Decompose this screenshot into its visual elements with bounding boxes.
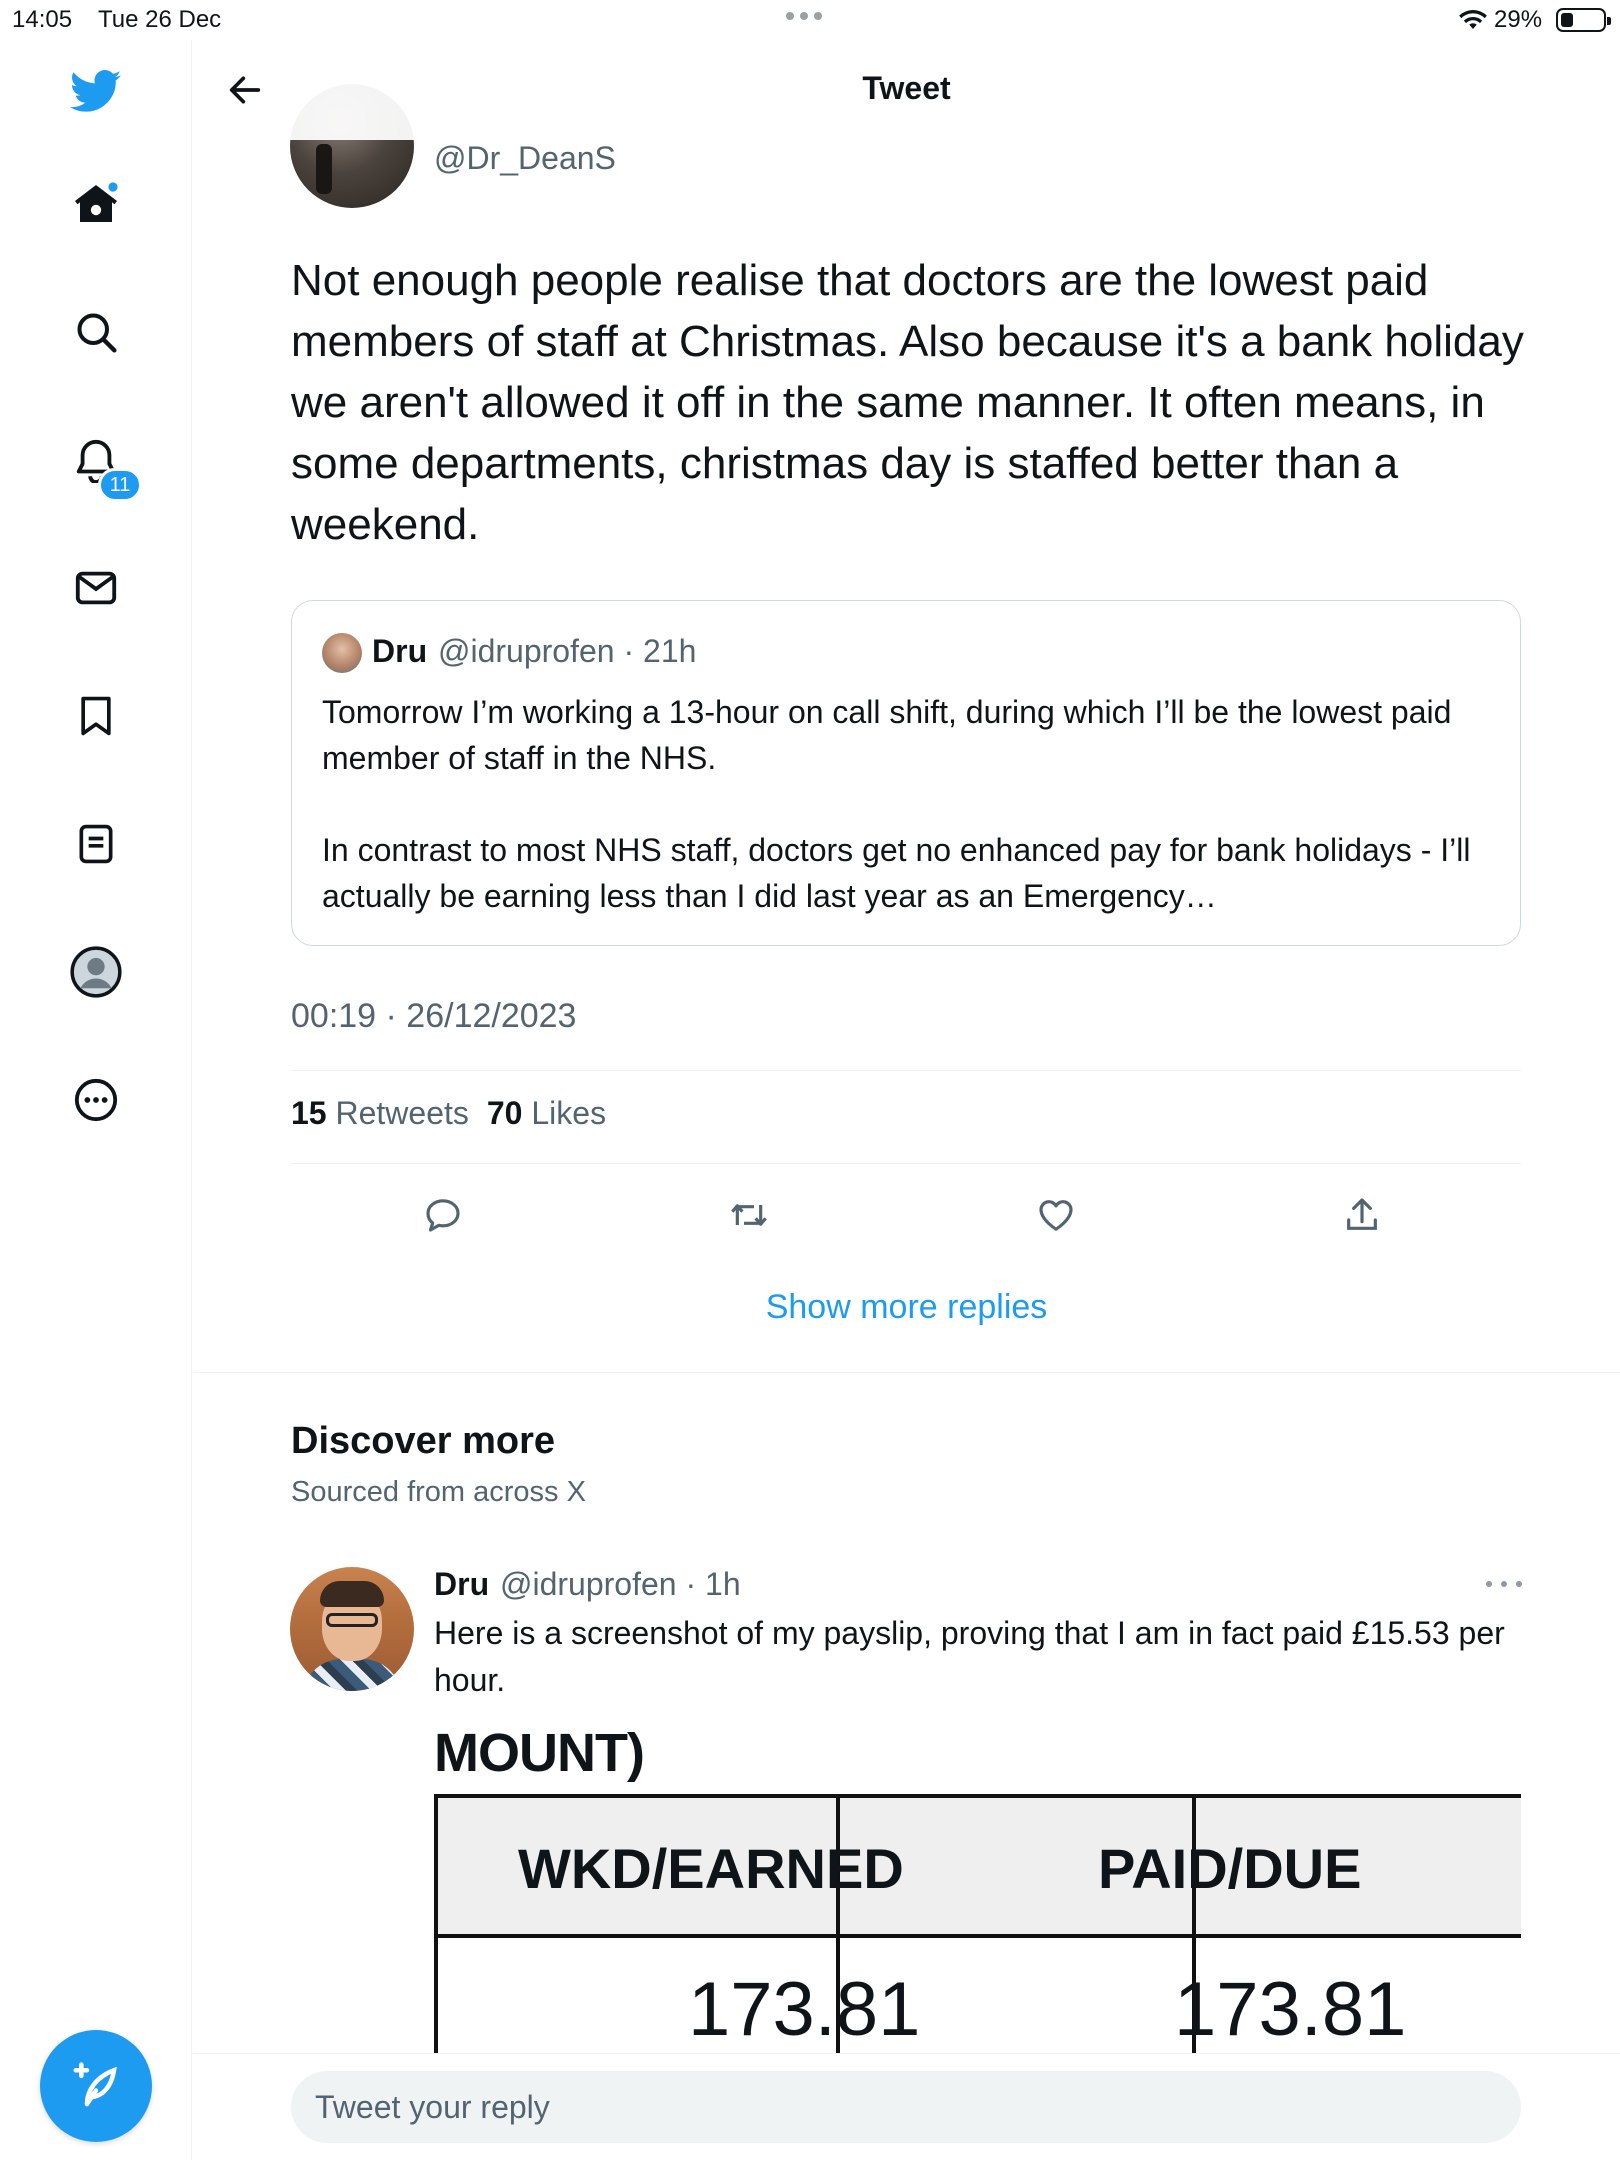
media-heading: MOUNT)	[434, 1723, 644, 1783]
status-date: Tue 26 Dec	[98, 6, 222, 33]
twitter-logo-icon[interactable]	[68, 64, 124, 120]
more-icon[interactable]	[68, 1072, 124, 1128]
post-author-avatar[interactable]	[290, 1567, 414, 1691]
reply-icon	[423, 1195, 463, 1235]
show-more-replies-link[interactable]: Show more replies	[765, 1288, 1048, 1326]
wifi-icon	[1458, 6, 1488, 39]
tweet-timestamp[interactable]: 00:19 · 26/12/2023	[291, 997, 577, 1035]
section-divider	[193, 1372, 1620, 1373]
payslip-table	[434, 1794, 1521, 2054]
share-icon	[1342, 1195, 1382, 1235]
compose-button[interactable]	[40, 2030, 152, 2142]
post-author-meta[interactable]: @idruprofen · 1h	[500, 1566, 741, 1602]
likes-count[interactable]: 70	[486, 1095, 523, 1131]
quoted-author-avatar	[322, 633, 362, 673]
post-author-name[interactable]: Dru	[434, 1566, 490, 1602]
post-text: Here is a screenshot of my payslip, proving that I am in fact paid £15.53 per hour.	[434, 1615, 1505, 1698]
reply-bar	[193, 2053, 1620, 2160]
tweet-text: Not enough people realise that doctors are the lowest paid members of staff at Christmas. Also because it's a bank holiday we aren't allowed it off in the same manner. It often means, in some departments, christmas day is staffed better than a weekend.	[291, 256, 1524, 549]
sidebar	[0, 40, 192, 2160]
top-header	[193, 40, 1620, 140]
search-icon[interactable]	[68, 304, 124, 360]
tweet-actions	[291, 1185, 1521, 1245]
bookmarks-icon[interactable]	[68, 688, 124, 744]
battery-icon	[1556, 8, 1606, 32]
quoted-tweet-text	[322, 689, 1492, 919]
likes-label[interactable]: Likes	[531, 1095, 607, 1131]
reply-button[interactable]	[413, 1185, 473, 1245]
divider	[291, 1070, 1521, 1071]
battery-percentage: 29%	[1494, 6, 1543, 33]
author-handle[interactable]: @Dr_DeanS	[434, 140, 616, 176]
discover-title: Discover more	[291, 1420, 556, 1462]
like-button[interactable]	[1026, 1185, 1086, 1245]
profile-icon[interactable]	[68, 944, 124, 1000]
messages-icon[interactable]	[68, 560, 124, 616]
discover-subtitle: Sourced from across X	[291, 1476, 586, 1508]
share-button[interactable]	[1332, 1185, 1392, 1245]
retweet-icon	[727, 1195, 771, 1235]
quoted-author-meta: @idruprofen · 21h	[438, 633, 697, 669]
tweet-stats	[291, 1095, 606, 1132]
quoted-author-name: Dru	[372, 633, 428, 669]
divider	[291, 1163, 1521, 1164]
status-bar	[0, 0, 1620, 40]
multitask-dots-icon[interactable]	[786, 12, 822, 20]
quoted-paragraph: Tomorrow I’m working a 13-hour on call shift, during which I’ll be the lowest paid member of staff in the NHS.	[322, 694, 1452, 776]
reply-input[interactable]	[291, 2071, 1521, 2143]
status-time: 14:05	[12, 6, 73, 33]
retweets-label[interactable]: Retweets	[335, 1095, 469, 1131]
notifications-badge: 11	[98, 468, 142, 502]
payslip-value: 173.81	[1174, 1967, 1407, 2052]
quoted-tweet[interactable]	[291, 600, 1521, 946]
post-media-image[interactable]	[434, 1722, 1521, 2054]
home-icon[interactable]	[68, 176, 124, 232]
payslip-header: WKD/EARNED	[518, 1837, 904, 1900]
retweet-button[interactable]	[719, 1185, 779, 1245]
page-title: Tweet	[862, 70, 951, 106]
payslip-header: PAID/DUE	[1098, 1837, 1362, 1900]
compose-feather-icon	[69, 2059, 123, 2113]
retweets-count[interactable]: 15	[291, 1095, 327, 1131]
post-more-options-icon[interactable]	[1486, 1572, 1522, 1596]
quoted-paragraph: In contrast to most NHS staff, doctors get no enhanced pay for bank holidays - I’ll actually be earning less than I did last year as an Emergency…	[322, 832, 1471, 914]
lists-icon[interactable]	[68, 816, 124, 872]
payslip-value: 173.81	[688, 1967, 921, 2052]
heart-icon	[1035, 1195, 1077, 1235]
